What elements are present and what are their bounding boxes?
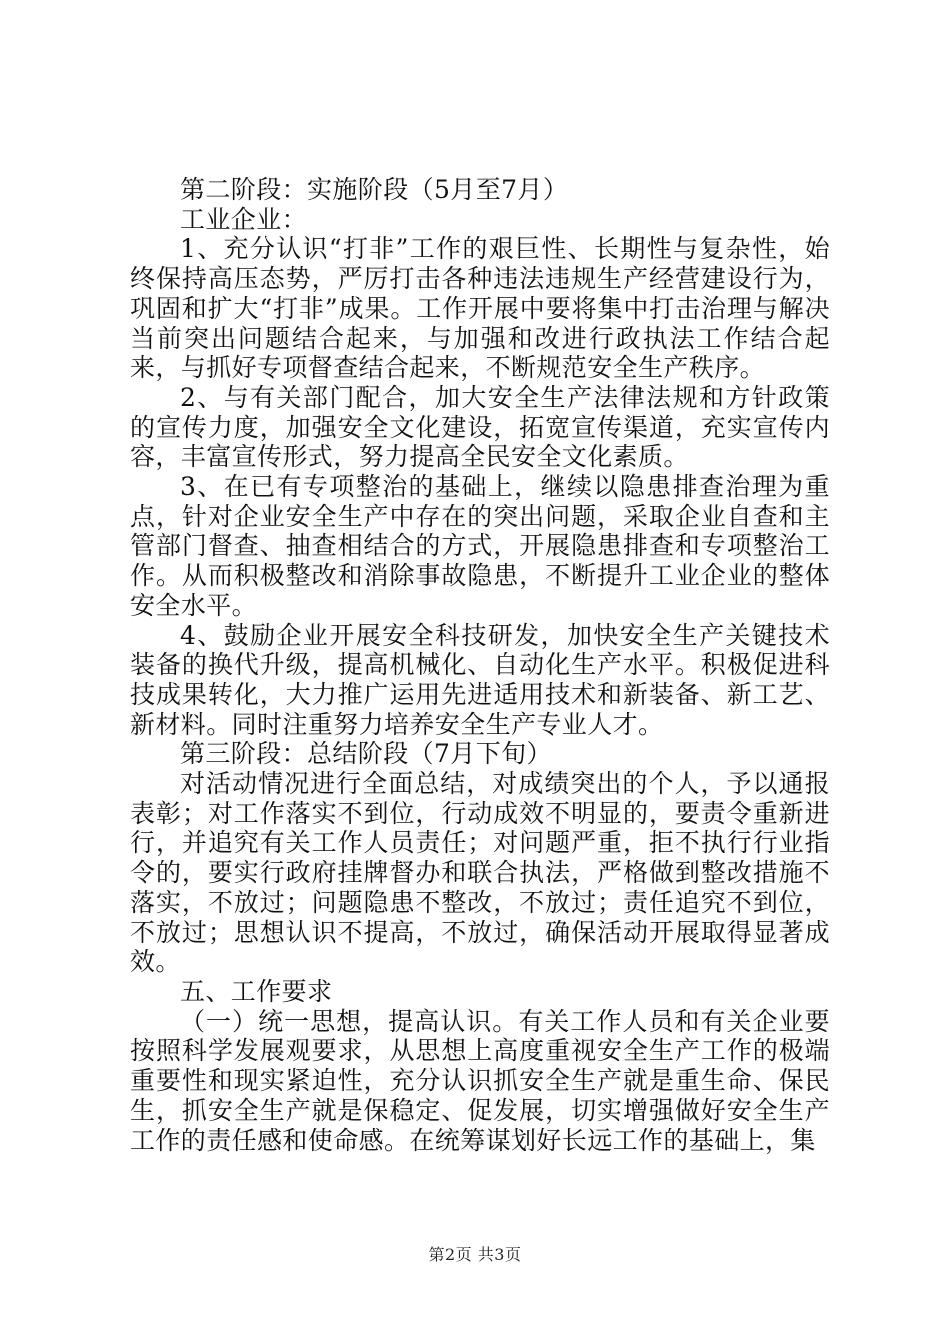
paragraph-industrial-enterprises: 工业企业： [180, 204, 308, 234]
page-footer: 第2页 共3页 [428, 1245, 522, 1264]
paragraph-item-1: 1、充分认识“打非”工作的艰巨性、长期性与复杂性，始终保持高压态势，严厉打击各种违法违规生产经营建设行为，巩固和扩大“打非”成果。工作开展中要将集中打击治理与解决当前突出问题结合起来，与加强和改进行政执法工作结合起来，与抓好专项督查结合起来，不断规范安全生产秩序。 [130, 234, 830, 383]
paragraph-item-3: 3、在已有专项整治的基础上，继续以隐患排查治理为重点，针对企业安全生产中存在的突出问题，采取企业自查和主管部门督查、抽查相结合的方式，开展隐患排查和专项整治工作。从而积极整改和消除事故隐患，不断提升工业企业的整体安全水平。 [130, 472, 830, 620]
paragraph-stage2-heading: 第二阶段：实施阶段（5月至7月） [180, 175, 569, 204]
paragraph-stage3-heading: 第三阶段：总结阶段（7月下旬） [180, 739, 552, 769]
paragraph-requirement-1: （一）统一思想，提高认识。有关工作人员和有关企业要按照科学发展观要求，从思想上高度重视安全生产工作的极端重要性和现实紧迫性，充分认识抓安全生产就是重生命、保民生，抓安全生产就是保稳定、促发展，切实增强做好安全生产工作的责任感和使命感。在统筹谋划好长远工作的基础上，集 [130, 1006, 830, 1155]
paragraph-section5-heading: 五、工作要求 [180, 976, 333, 1006]
paragraph-summary: 对活动情况进行全面总结，对成绩突出的个人，予以通报表彰；对工作落实不到位，行动成效不明显的，要责令重新进行，并追究有关工作人员责任；对问题严重，拒不执行行业指令的，要实行政府挂牌督办和联合执法，严格做到整改措施不落实，不放过；问题隐患不整改，不放过；责任追究不到位，不放过；思想认识不提高，不放过，确保活动开展取得显著成效。 [130, 769, 830, 977]
document-body [130, 175, 830, 1155]
paragraph-item-4: 4、鼓励企业开展安全科技研发，加快安全生产关键技术装备的换代升级，提高机械化、自动化生产水平。积极促进科技成果转化，大力推广运用先进适用技术和新装备、新工艺、新材料。同时注重努力培养安全生产专业人才。 [130, 620, 830, 739]
paragraph-item-2: 2、与有关部门配合，加大安全生产法律法规和方针政策的宣传力度，加强安全文化建设，拓宽宣传渠道，充实宣传内容，丰富宣传形式，努力提高全民安全文化素质。 [130, 382, 830, 472]
